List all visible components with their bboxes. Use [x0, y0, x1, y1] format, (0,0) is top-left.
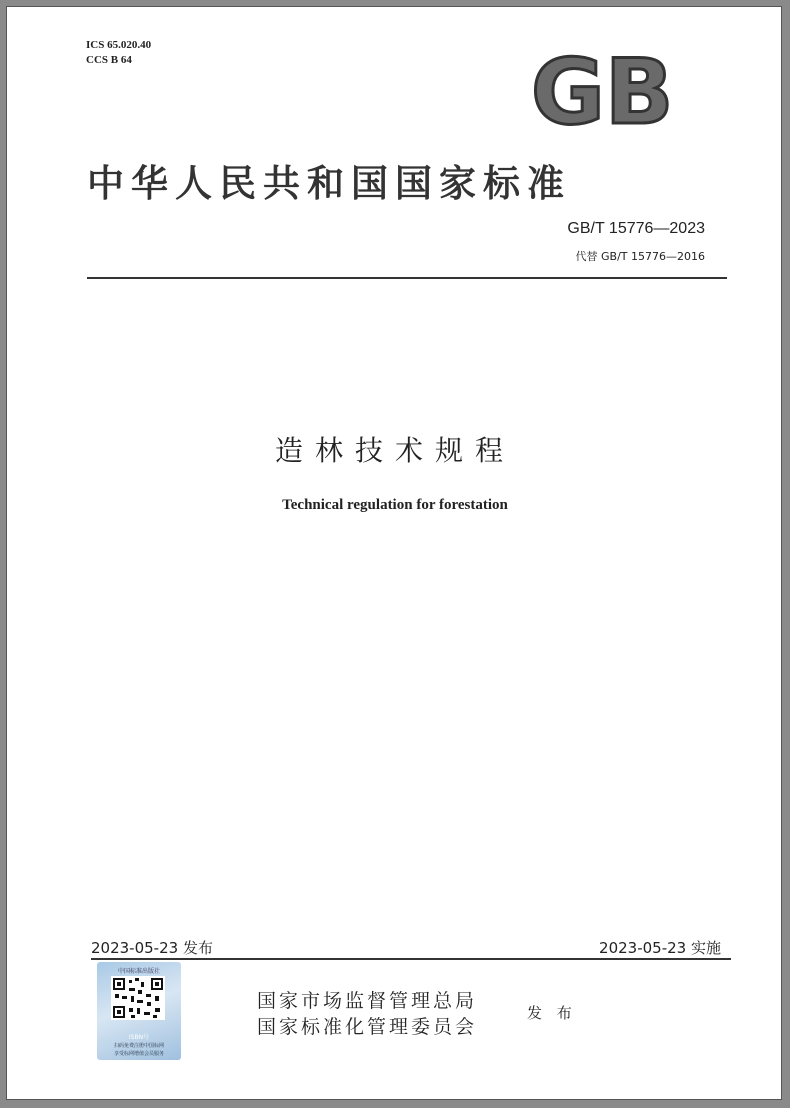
replaces-standard: 代替 GB/T 15776—2016 — [575, 250, 705, 263]
bottom-divider — [91, 958, 731, 960]
implement-date: 2023-05-23 实施 — [599, 939, 721, 957]
ccs-code: CCS B 64 — [86, 54, 132, 66]
issuer-sac: 国家标准化管理委员会 — [257, 1016, 478, 1038]
national-standard-title: 中华人民共和国国家标准 — [87, 161, 571, 205]
document-title-en: Technical regulation for forestation — [282, 497, 508, 513]
issuing-authorities — [257, 988, 477, 1040]
qr-sticker-line2: 享受标网增值会员服务 — [113, 1051, 164, 1057]
document-title-cn: 造林技术规程 — [274, 434, 515, 467]
top-divider — [87, 277, 727, 279]
qr-code-icon[interactable] — [111, 976, 165, 1020]
classification-codes — [86, 38, 151, 68]
issuer-samr: 国家市场监督管理总局 — [257, 990, 478, 1012]
standard-number: GB/T 15776—2023 — [567, 220, 705, 237]
qr-sticker — [97, 962, 181, 1060]
issue-date: 2023-05-23 发布 — [91, 939, 213, 957]
gb-logo-text: GB — [531, 45, 674, 131]
qr-sticker-number: ISBN号 — [128, 1034, 150, 1041]
document-page — [6, 6, 782, 1100]
gb-logo — [527, 45, 689, 131]
qr-sticker-line1: 扫码免费注册中国标网 — [113, 1043, 164, 1049]
qr-sticker-top-text: 中国标准出版社 — [117, 968, 160, 975]
publish-label: 发 布 — [527, 1004, 577, 1022]
ics-code: ICS 65.020.40 — [86, 39, 152, 51]
